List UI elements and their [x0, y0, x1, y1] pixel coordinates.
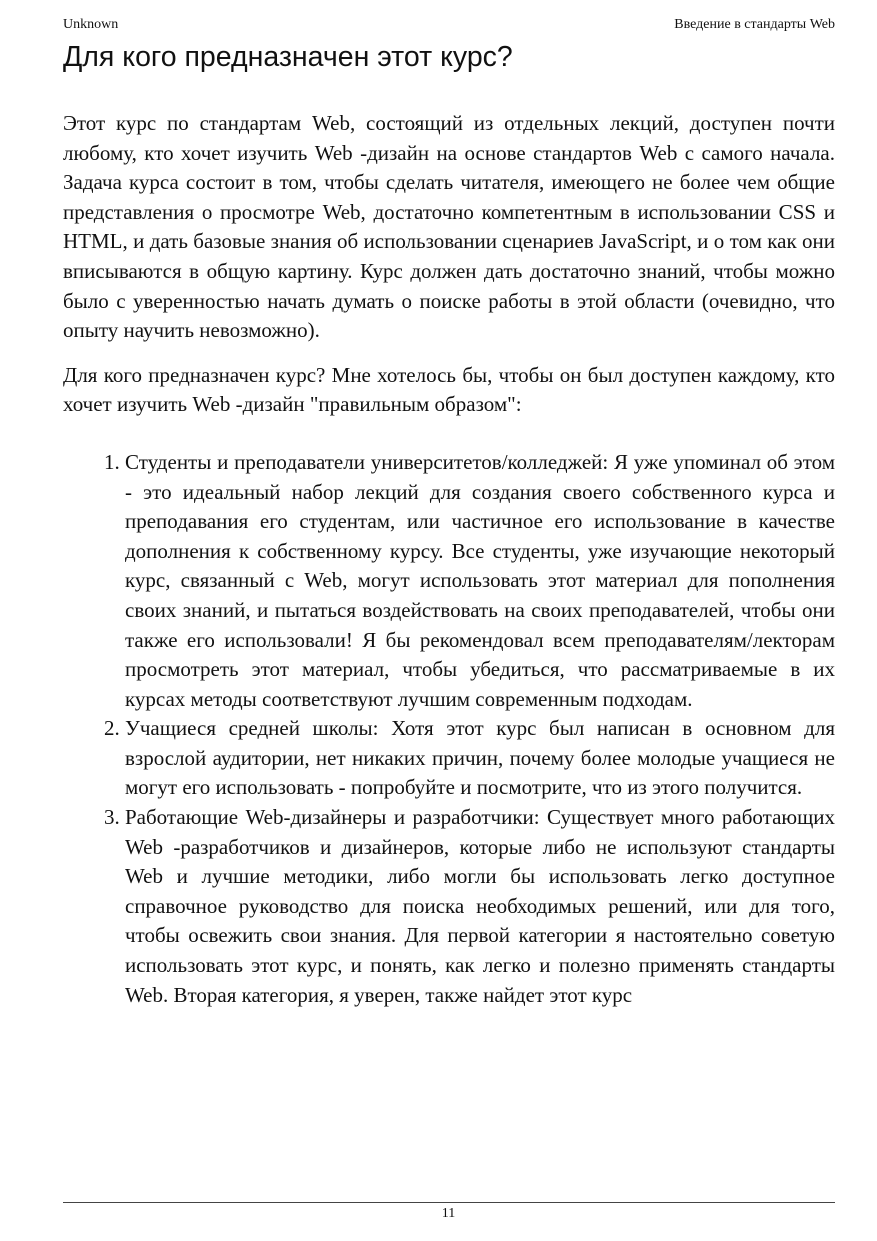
paragraph-intro: Этот курс по стандартам Web, состоящий из отдельных лекций, доступен почти любому, кто хочет изучить Web -дизайн на основе стандартов Web с самого начала. Задача курса состоит в том, чтобы сделать читателя, имеющего не более чем общие представления о просмотре Web, достаточно компетентным в использовании CSS и HTML, и дать базовые знания об использовании сценариев JavaScript, и о том как они вписываются в общую картину. Курс должен дать достаточно знаний, чтобы можно было с уверенностью начать думать о поиске работы в этой области (очевидно, что опыту научить невозможно). — [63, 111, 835, 343]
running-header-right: Введение в стандарты Web — [674, 17, 835, 32]
footer-rule — [63, 1202, 835, 1203]
section-title: Для кого предназначен этот курс? — [63, 41, 513, 73]
list-item-professionals: 3. Работающие Web-дизайнеры и разработчики: Существует много работающих Web -разработчиков и дизайнеров, которые либо не используют стандарты Web и лучшие методики, либо могли бы использовать легко доступное справочное руководство для поиска необходимых решений, или для того, чтобы освежить свои знания. Для первой категории я настоятельно советую использовать этот курс, и понять, как легко и полезно применять стандарты Web. Вторая категория, я уверен, также найдет этот курс — [125, 803, 835, 1010]
running-header-left: Unknown — [63, 17, 119, 32]
audience-list — [63, 448, 835, 1010]
paragraph-audience: Для кого предназначен курс? Мне хотелось бы, чтобы он был доступен каждому, кто хочет изучить Web -дизайн "правильным образом": — [63, 362, 835, 417]
page-number: 11 — [441, 1206, 456, 1221]
list-item-school: 2. Учащиеся средней школы: Хотя этот курс был написан в основном для взрослой аудитории, нет никаких причин, почему более молодые учащиеся не могут его использовать - попробуйте и посмотрите, что из этого получится. — [125, 714, 835, 803]
list-item-students: 1. Студенты и преподаватели университетов/колледжей: Я уже упоминал об этом - это идеальный набор лекций для создания своего собственного курса и преподавания его студентам, или частичное его использование в качестве дополнения к собственному курсу. Все студенты, уже изучающие некоторый курс, связанный с Web, могут использовать этот материал для пополнения своих знаний, и пытаться воздействовать на своих преподавателей, чтобы они также его использовали! Я бы рекомендовал всем преподавателям/лекторам просмотреть этот материал, чтобы убедиться, что рассматриваемые в их курсах методы соответствуют лучшим современным подходам. — [125, 448, 835, 714]
body-text — [63, 109, 835, 1010]
